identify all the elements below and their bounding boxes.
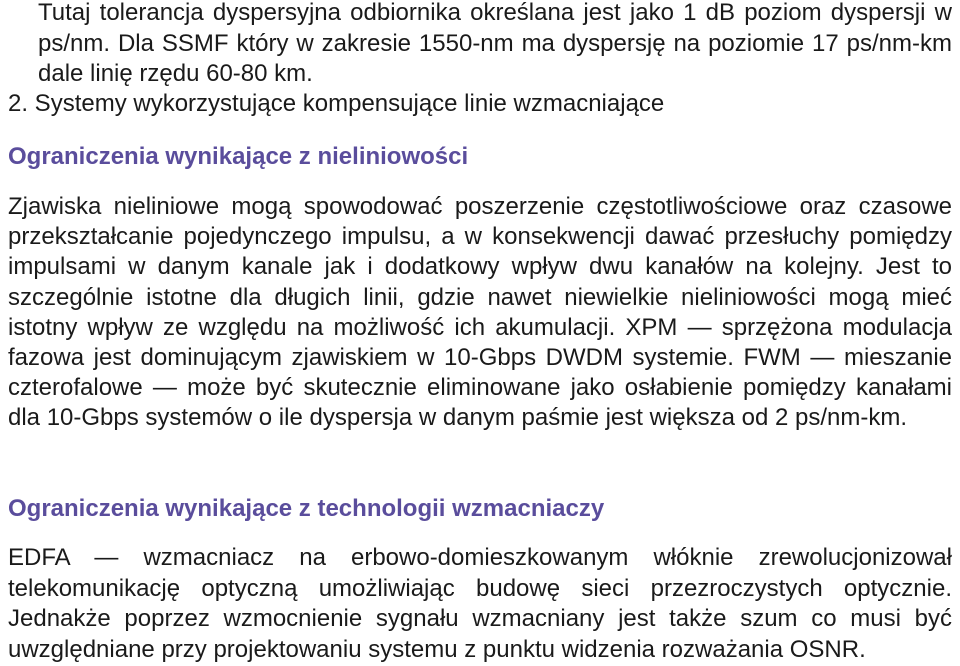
- section-heading-amplifiers: Ograniczenia wynikające z technologii wzmacniaczy: [8, 495, 605, 522]
- section-body-nonlinearity: Zjawiska nieliniowe mogą spowodować poszerzenie częstotliwościowe oraz czasowe przekształcanie pojedynczego impulsu, a w konsekwencji dawać przesłuchy pomiędzy impulsami w danym kanale jak i dodatkowy wpływ dwu kanałów na kolejny. Jest to szczególnie istotne dla długich linii, gdzie nawet niewielkie nieliniowości mogą mieć istotny wpływ ze względu na możliwość ich akumulacji. XPM — sprzężona modulacja fazowa jest dominującym zjawiskiem w 10-Gbps DWDM systemie. FWM — mieszanie czterofalowe — może być skutecznie eliminowane jako osłabienie pomiędzy kanałami dla 10-Gbps systemów o ile dyspersja w danym paśmie jest większa od 2 ps/nm-km.: [8, 193, 952, 432]
- list-item-2: 2. Systemy wykorzystujące kompensujące linie wzmacniające: [8, 90, 665, 117]
- intro-paragraph: Tutaj tolerancja dyspersyjna odbiornika określana jest jako 1 dB poziom dyspersji w ps/nm. Dla SSMF który w zakresie 1550-nm ma dyspersję na poziomie 17 ps/nm-km dale linię rzędu 60-80 km.: [38, 0, 952, 87]
- section-heading-nonlinearity: Ograniczenia wynikające z nieliniowości: [8, 143, 469, 170]
- section-body-amplifiers: EDFA — wzmacniacz na erbowo-domieszkowanym włóknie zrewolucjonizował telekomunikację optyczną umożliwiając budowę sieci przezroczystych optycznie. Jednakże poprzez wzmocnienie sygnału wzmacniany jest także szum co musi być uwzględniane przy projektowaniu systemu z punktu widzenia rozważania OSNR.: [8, 544, 952, 663]
